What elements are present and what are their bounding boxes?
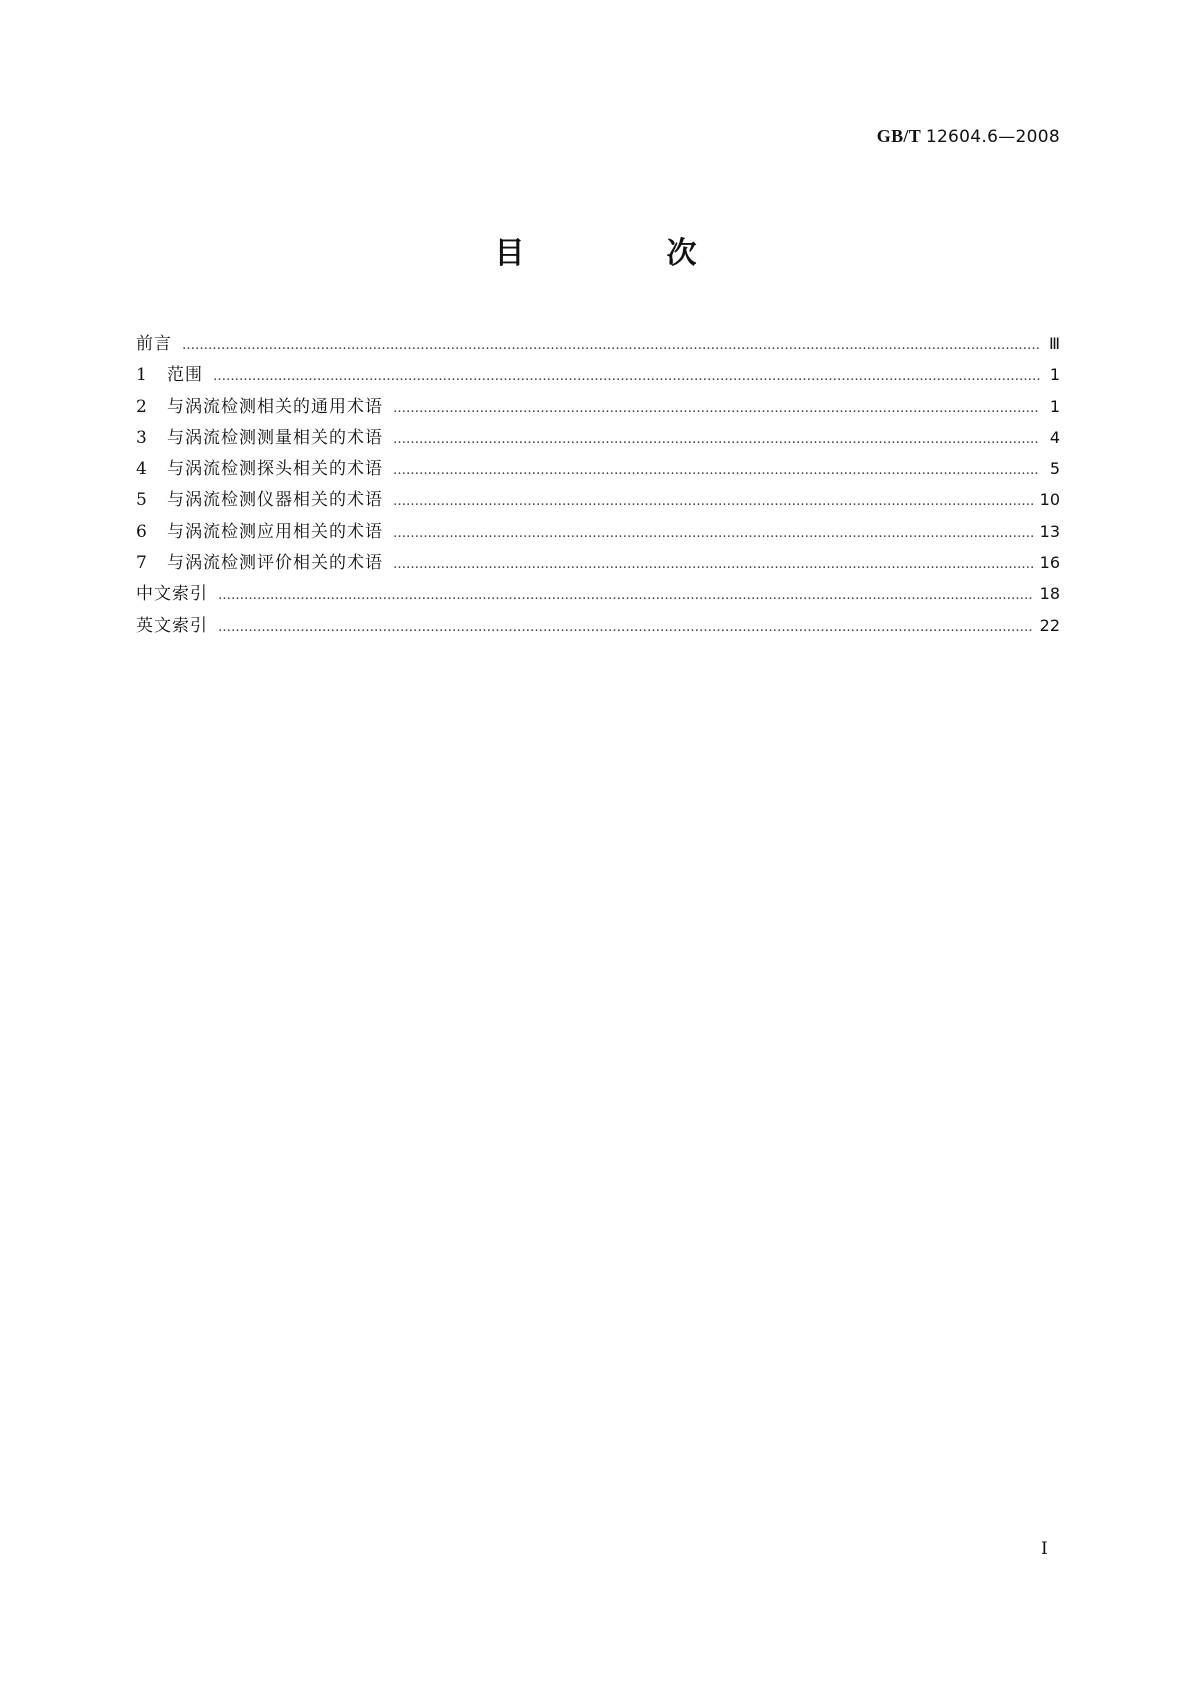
toc-entry-label: 与涡流检测仪器相关的术语 <box>167 490 383 511</box>
toc-entry-4[interactable] <box>136 453 1060 484</box>
toc-entry-page: 5 <box>1049 459 1060 479</box>
toc-entry-label: 范围 <box>167 365 203 386</box>
toc-entry-label: 与涡流检测探头相关的术语 <box>167 459 383 480</box>
toc-entry-page: 18 <box>1039 584 1060 604</box>
toc-entry-6[interactable] <box>136 516 1060 547</box>
toc-leader-dots <box>218 612 1034 643</box>
toc-entry-page: 1 <box>1049 396 1060 416</box>
toc-entry-1[interactable] <box>136 359 1060 390</box>
toc-entry-chinese-index[interactable] <box>136 578 1060 609</box>
standard-code <box>877 126 1060 147</box>
toc-entry-2[interactable] <box>136 391 1060 422</box>
toc-entry-english-index[interactable] <box>136 610 1060 641</box>
toc-entry-page: 10 <box>1039 490 1060 510</box>
page-title: 目 次 <box>494 236 753 271</box>
toc-leader-dots <box>393 486 1034 517</box>
toc-leader-dots <box>393 455 1040 486</box>
page-number: Ⅰ <box>1041 1539 1048 1558</box>
toc-leader-dots <box>393 424 1040 455</box>
toc-entry-3[interactable] <box>136 422 1060 453</box>
toc-entry-label: 与涡流检测应用相关的术语 <box>167 521 383 542</box>
toc-leader-dots <box>393 518 1034 549</box>
toc-entry-number: 4 <box>136 459 147 480</box>
toc-entry-label: 与涡流检测测量相关的术语 <box>167 427 383 448</box>
toc-entry-number: 2 <box>136 396 147 417</box>
standard-code-number: 12604.6—2008 <box>925 127 1060 147</box>
toc-entry-foreword[interactable] <box>136 328 1060 359</box>
toc-entry-label: 与涡流检测相关的通用术语 <box>167 396 383 417</box>
toc-entry-label: 英文索引 <box>136 615 208 636</box>
toc-leader-dots <box>182 330 1040 361</box>
toc-leader-dots <box>393 393 1040 424</box>
toc-entry-number: 7 <box>136 553 147 574</box>
toc-entry-number: 5 <box>136 490 147 511</box>
toc-entry-5[interactable] <box>136 484 1060 515</box>
toc-entry-page: 22 <box>1039 615 1060 635</box>
toc-leader-dots <box>393 549 1034 580</box>
toc-entry-page: 13 <box>1039 521 1060 541</box>
toc-leader-dots <box>218 580 1034 611</box>
toc-entry-number: 1 <box>136 365 147 386</box>
toc-entry-page: 1 <box>1049 365 1060 385</box>
toc-entry-label: 前言 <box>136 334 172 354</box>
toc-entry-number: 6 <box>136 521 147 542</box>
table-of-contents <box>136 328 1060 641</box>
toc-entry-page: 4 <box>1049 427 1060 447</box>
toc-entry-number: 3 <box>136 427 147 448</box>
toc-entry-7[interactable] <box>136 547 1060 578</box>
toc-entry-label: 中文索引 <box>136 584 208 605</box>
toc-entry-page: 16 <box>1039 553 1060 573</box>
toc-entry-label: 与涡流检测评价相关的术语 <box>167 553 383 574</box>
toc-entry-page: Ⅲ <box>1048 334 1060 353</box>
toc-leader-dots <box>213 361 1040 392</box>
standard-code-prefix: GB/T <box>876 126 922 146</box>
